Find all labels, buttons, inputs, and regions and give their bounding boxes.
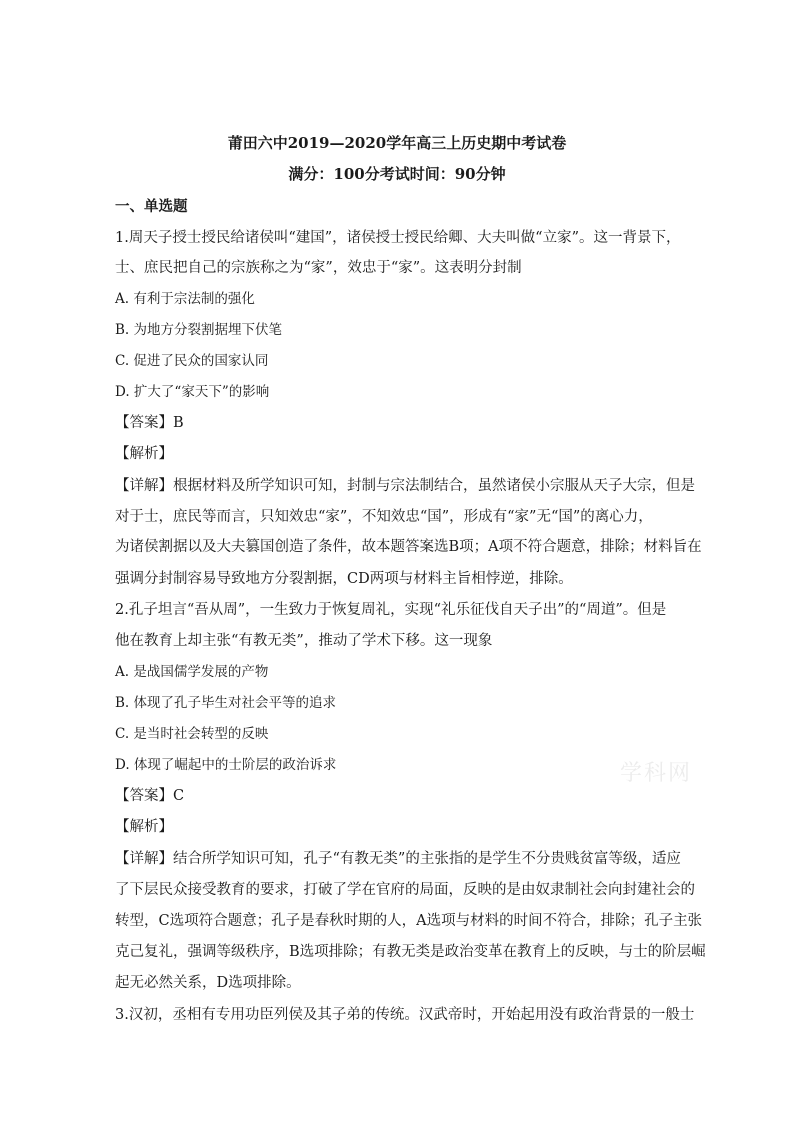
q1-answer: 【答案】B	[115, 415, 184, 431]
q1-analysis-label: 【解析】	[115, 446, 173, 462]
exam-title: 莆田六中2019—2020学年高三上历史期中考试卷	[227, 134, 567, 152]
q2-option-b: B. 体现了孔子毕生对社会平等的追求	[115, 695, 337, 711]
q2-answer: 【答案】C	[115, 788, 185, 804]
q1-stem-line-1: 1.周天子授士授民给诸侯叫“建国”，诸侯授士授民给卿、大夫叫做“立家”。这一背景下，	[115, 230, 681, 246]
q2-stem-line-1: 2.孔子坦言“吾从周”，一生致力于恢复周礼，实现“礼乐征伐自天子出”的“周道”。但是	[115, 602, 667, 618]
watermark: 学科网	[620, 761, 693, 786]
q2-detail-line-4: 克己复礼，强调等级秩序，B选项排除；有教无类是政治变革在教育上的反映，与士的阶层崛	[115, 944, 706, 960]
q3-stem-line-1: 3.汉初，丞相有专用功臣列侯及其子弟的传统。汉武帝时，开始起用没有政治背景的一般士	[115, 1007, 695, 1023]
q2-detail-line-1: 【详解】结合所学知识可知，孔子“有教无类”的主张指的是学生不分贵贱贫富等级，适应	[115, 851, 681, 867]
q2-detail-line-2: 了下层民众接受教育的要求，打破了学在官府的局面，反映的是由奴隶制社会向封建社会的	[115, 882, 695, 898]
exam-subtitle: 满分：100分考试时间：90分钟	[288, 165, 506, 183]
q1-stem-line-2: 士、庶民把自己的宗族称之为“家”，效忠于“家”。这表明分封制	[115, 260, 522, 276]
q2-stem-line-2: 他在教育上却主张“有教无类”，推动了学术下移。这一现象	[115, 633, 493, 649]
section-heading: 一、单选题	[115, 198, 188, 215]
q2-option-c: C. 是当时社会转型的反映	[115, 726, 269, 742]
q1-option-d: D. 扩大了“家天下”的影响	[115, 384, 270, 400]
q2-option-a: A. 是战国儒学发展的产物	[115, 664, 269, 680]
q1-option-a: A. 有利于宗法制的强化	[115, 291, 255, 307]
q1-option-b: B. 为地方分裂割据埋下伏笔	[115, 322, 283, 338]
q2-detail-line-5: 起无必然关系，D选项排除。	[115, 975, 301, 991]
q1-detail-line-2: 对于士，庶民等而言，只知效忠“家”，不知效忠“国”，形成有“家”无“国”的离心力，	[115, 509, 653, 525]
q2-option-d: D. 体现了崛起中的士阶层的政治诉求	[115, 757, 337, 773]
q1-detail-line-4: 强调分封制容易导致地方分裂割据，CD两项与材料主旨相悖逆，排除。	[115, 571, 573, 587]
q2-detail-line-3: 转型，C选项符合题意；孔子是春秋时期的人，A选项与材料的时间不符合，排除；孔子主张	[115, 913, 703, 929]
q2-analysis-label: 【解析】	[115, 819, 173, 835]
q1-detail-line-1: 【详解】根据材料及所学知识可知，封制与宗法制结合，虽然诸侯小宗服从天子大宗，但是	[115, 478, 695, 494]
q1-option-c: C. 促进了民众的国家认同	[115, 353, 269, 369]
q1-detail-line-3: 为诸侯割据以及大夫篡国创造了条件，故本题答案选B项；A项不符合题意，排除；材料旨在	[115, 539, 702, 555]
